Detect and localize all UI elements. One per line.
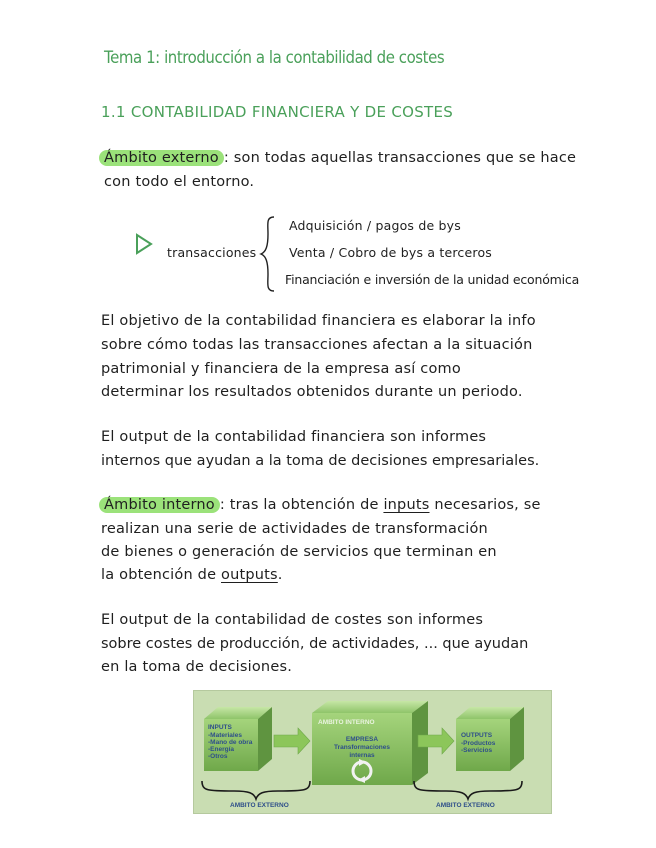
- outputs-underlined: outputs: [221, 567, 278, 583]
- interno-term: Ámbito interno: [99, 497, 220, 513]
- empresa-cube-top: [312, 701, 428, 713]
- outputs-item-1: -Productos: [461, 740, 496, 747]
- interno-line-2: realizan una serie de actividades de transformación: [101, 521, 488, 537]
- brace-right-icon: [414, 781, 522, 799]
- brace-icon: [258, 214, 278, 294]
- arrow-right-icon-1: [274, 728, 310, 754]
- output-costes-line-1: El output de la contabilidad de costes son informes: [101, 612, 484, 628]
- inputs-item-2: -Mano de obra: [208, 739, 253, 746]
- brace-left-icon: [202, 781, 310, 799]
- outputs-item-2: -Servicios: [461, 747, 493, 754]
- output-fin-line-1: El output de la contabilidad financiera son informes: [101, 429, 487, 445]
- objetivo-line-3: patrimonial y financiera de la empresa así como: [101, 361, 461, 377]
- objetivo-line-1: El objetivo de la contabilidad financiera es elaborar la info: [101, 313, 536, 329]
- transformaciones-label: Transformaciones: [334, 744, 390, 751]
- transaccion-item-1: Adquisición / pagos de bys: [289, 218, 461, 233]
- interno-text-1a: : tras la obtención de: [219, 497, 379, 513]
- interno-line-3: de bienes o generación de servicios que terminan en: [101, 544, 497, 560]
- page-title: Tema 1: introducción a la contabilidad de costes: [104, 48, 445, 68]
- ambito-externo-right-label: AMBITO EXTERNO: [436, 802, 495, 809]
- externo-term: Ámbito externo: [99, 150, 224, 166]
- output-fin-line-2: internos que ayudan a la toma de decisiones empresariales.: [101, 453, 540, 469]
- inputs-item-1: -Materiales: [208, 732, 242, 739]
- transacciones-label: transacciones: [167, 245, 257, 260]
- interno-text-1b: necesarios, se: [434, 497, 541, 513]
- flow-diagram: [193, 690, 552, 814]
- inputs-title: INPUTS: [208, 724, 232, 731]
- ambito-externo-left-label: AMBITO EXTERNO: [230, 802, 289, 809]
- inputs-item-3: -Energía: [208, 746, 235, 753]
- externo-text-1: : son todas aquellas transacciones que se hace: [223, 150, 577, 166]
- externo-line-1: [104, 150, 576, 166]
- interno-line-1: [104, 497, 541, 513]
- triangle-arrow-icon: [134, 232, 154, 256]
- interno-text-4b: .: [277, 567, 283, 583]
- output-costes-line-3: en la toma de decisiones.: [101, 659, 293, 675]
- objetivo-line-2: sobre cómo todas las transacciones afectan a la situación: [101, 337, 533, 353]
- interno-text-4a: la obtención de: [101, 567, 217, 583]
- empresa-label: EMPRESA: [345, 736, 379, 743]
- internas-label: internas: [349, 752, 375, 759]
- interno-line-4: [101, 567, 283, 583]
- transaccion-item-3: Financiación e inversión de la unidad económica: [285, 272, 580, 287]
- inputs-underlined: inputs: [383, 497, 430, 513]
- externo-line-2: con todo el entorno.: [104, 174, 255, 190]
- transaccion-item-2: Venta / Cobro de bys a terceros: [289, 245, 493, 260]
- output-costes-line-2: sobre costes de producción, de actividades, ... que ayudan: [101, 636, 529, 652]
- ambito-interno-label: AMBITO INTERNO: [318, 719, 375, 726]
- objetivo-line-4: determinar los resultados obtenidos durante un periodo.: [101, 384, 523, 400]
- inputs-item-4: -Otros: [208, 753, 228, 760]
- outputs-title: OUTPUTS: [461, 732, 493, 739]
- section-heading: 1.1 CONTABILIDAD FINANCIERA Y DE COSTES: [101, 103, 454, 121]
